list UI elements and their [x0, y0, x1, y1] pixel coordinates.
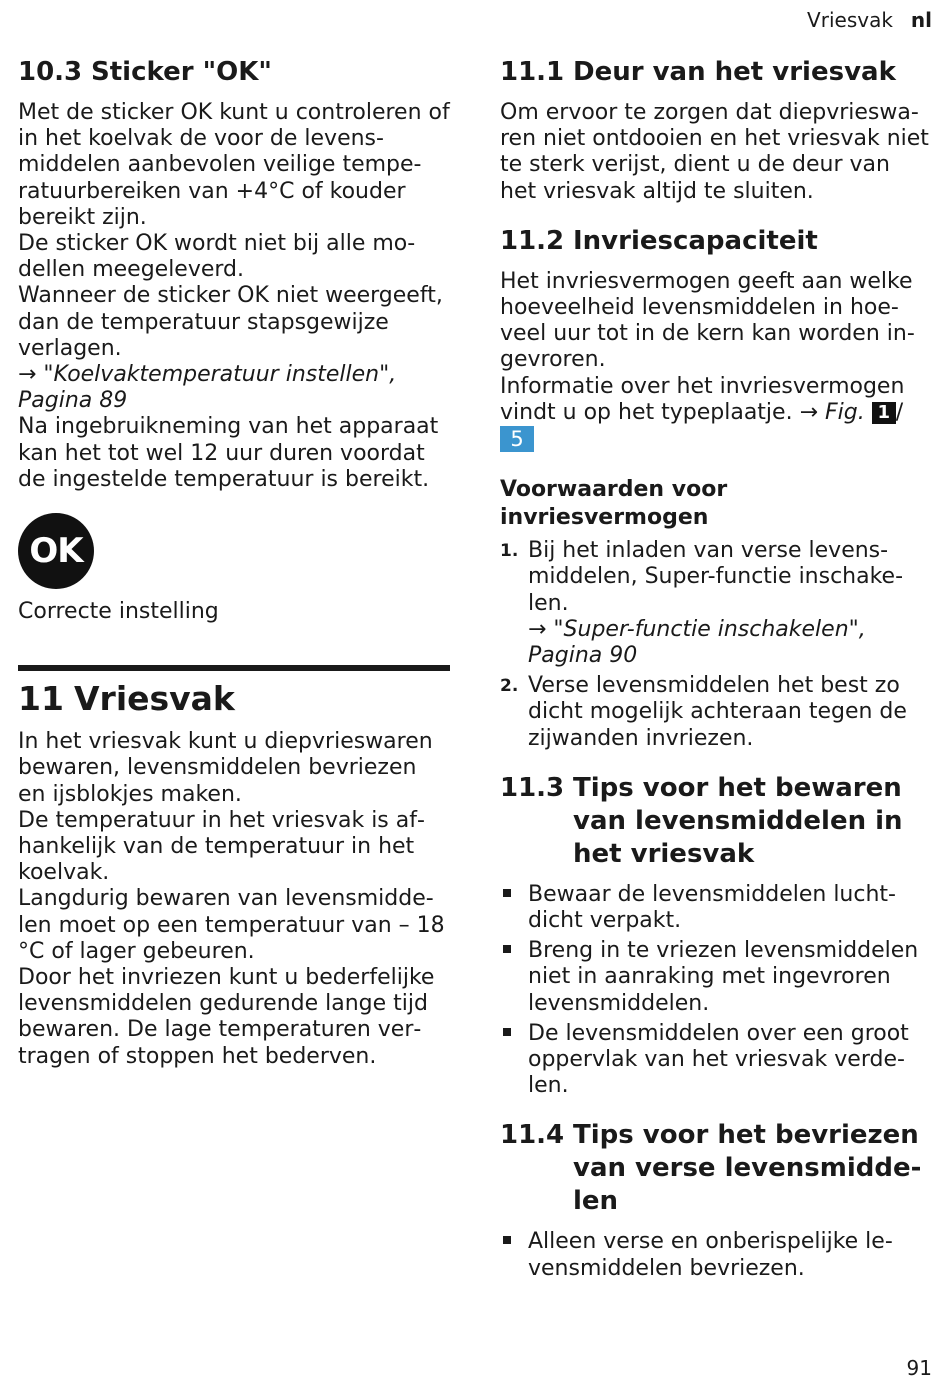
- list-item: [500, 938, 932, 1017]
- figure-separator: /: [895, 399, 904, 425]
- paragraph-text: Informatie over het invriesvermogen vindt u op het typeplaatje.: [500, 373, 905, 425]
- ok-sticker-icon: [18, 513, 94, 589]
- subheading: Voorwaarden voor invriesvermogen: [500, 477, 728, 531]
- step-text: Bij het inladen van verse levensmiddelen, Super-functie inschakelen.: [528, 538, 904, 616]
- chapter-number: 11: [18, 679, 64, 719]
- list-item-text: De levensmiddelen over een groot oppervlak van het vriesvak verdelen.: [528, 1020, 909, 1099]
- paragraph: [500, 374, 932, 455]
- section-title: Tips voor het bewaren van levensmiddelen in het vriesvak: [573, 772, 903, 869]
- header-section-title: Vriesvak: [807, 8, 893, 32]
- chapter-divider: [18, 665, 450, 671]
- list-item-text: Alleen verse en onberispelijke levensmiddelen bevriezen.: [528, 1229, 893, 1281]
- section-11-3-heading: [500, 772, 932, 871]
- figure-5-badge: 5: [500, 426, 534, 452]
- section-number: 10.3: [18, 57, 83, 87]
- bullet-icon: [500, 1229, 528, 1281]
- figure-reference-link[interactable]: → Fig.: [799, 399, 865, 425]
- list-item: [500, 1229, 932, 1281]
- bullet-icon: [500, 1021, 528, 1100]
- paragraph: Het invriesvermogen geeft aan welke hoeveelheid levensmiddelen in hoeveel uur tot in de kern kan worden ingevroren.: [500, 268, 915, 373]
- cross-reference-link[interactable]: → "Koelvaktemperatuur instellen", Pagina 89: [18, 362, 397, 414]
- figure-caption: Correcte instelling: [18, 599, 219, 625]
- step-number: 2.: [500, 676, 519, 697]
- section-number: 11.3: [500, 772, 565, 803]
- page-number: 91: [906, 1356, 932, 1380]
- paragraph: Door het invriezen kunt u bederfelijke levensmiddelen gedurende lange tijd bewaren. De lage temperaturen vertragen of stoppen het bederven.: [18, 965, 435, 1069]
- list-item-text: Bewaar de levensmiddelen luchtdicht verpakt.: [528, 881, 896, 934]
- left-column: [18, 56, 450, 1070]
- section-title: Tips voor het bevriezen van verse levensmiddelen: [573, 1120, 922, 1217]
- list-item: [500, 673, 932, 752]
- section-number: 11.4: [500, 1120, 565, 1151]
- list-item: [500, 1021, 932, 1100]
- figure-1-badge: 1: [872, 402, 896, 424]
- list-item: [500, 882, 932, 934]
- right-column: [500, 56, 932, 1286]
- step-number: 1.: [500, 541, 519, 562]
- bullet-icon: [500, 882, 528, 934]
- paragraph: Met de sticker OK kunt u controleren of in het koelvak de voor de levensmiddelen aanbevolen veilige temperatuurbereiken van +4°C of kouder bereikt zijn.: [18, 100, 450, 230]
- section-11-4-heading: [500, 1119, 932, 1218]
- list-item: [500, 538, 932, 669]
- list-item-text: Breng in te vriezen levensmiddelen niet in aanraking met ingevroren levensmiddelen.: [528, 938, 919, 1016]
- paragraph: Langdurig bewaren van levensmiddelen moet op een temperatuur van – 18 °C of lager gebeuren.: [18, 886, 445, 964]
- section-11-2-heading: [500, 225, 932, 258]
- bullet-icon: [500, 938, 528, 1017]
- running-header: [807, 8, 932, 32]
- paragraph: Om ervoor te zorgen dat diepvrieswaren niet ontdooien en het vriesvak niet te sterk verijst, dient u de deur van het vriesvak altijd te sluiten.: [500, 100, 929, 204]
- paragraph: Wanneer de sticker OK niet weergeeft, dan de temperatuur stapsgewijze verlagen.: [18, 283, 443, 361]
- section-11-1-heading: [500, 56, 932, 89]
- ok-sticker-label: OK: [29, 531, 83, 572]
- tips-list: [500, 1229, 932, 1281]
- cross-reference-link[interactable]: → "Super-functie inschakelen", Pagina 90: [528, 616, 866, 669]
- steps-list: [500, 538, 932, 752]
- section-title: Invriescapaciteit: [573, 225, 818, 256]
- section-title: Sticker "OK": [91, 57, 272, 87]
- section-number: 11.2: [500, 225, 565, 256]
- step-text: Verse levensmiddelen het best zo dicht mogelijk achteraan tegen de zijwanden invriezen.: [528, 673, 907, 751]
- chapter-11-heading: [18, 679, 450, 719]
- paragraph: Na ingebruikneming van het apparaat kan het tot wel 12 uur duren voordat de ingestelde temperatuur is bereikt.: [18, 414, 439, 492]
- header-language: nl: [910, 8, 932, 32]
- tips-list: [500, 882, 932, 1100]
- paragraph: De sticker OK wordt niet bij alle modellen meegeleverd.: [18, 231, 416, 283]
- chapter-title: Vriesvak: [74, 679, 235, 719]
- paragraph: In het vriesvak kunt u diepvrieswaren bewaren, levensmiddelen bevriezen en ijsblokjes maken.: [18, 729, 433, 807]
- section-title: Deur van het vriesvak: [573, 57, 896, 87]
- paragraph: De temperatuur in het vriesvak is afhankelijk van de temperatuur in het koelvak.: [18, 807, 425, 886]
- section-number: 11.1: [500, 57, 565, 87]
- section-10-3-heading: [18, 56, 450, 89]
